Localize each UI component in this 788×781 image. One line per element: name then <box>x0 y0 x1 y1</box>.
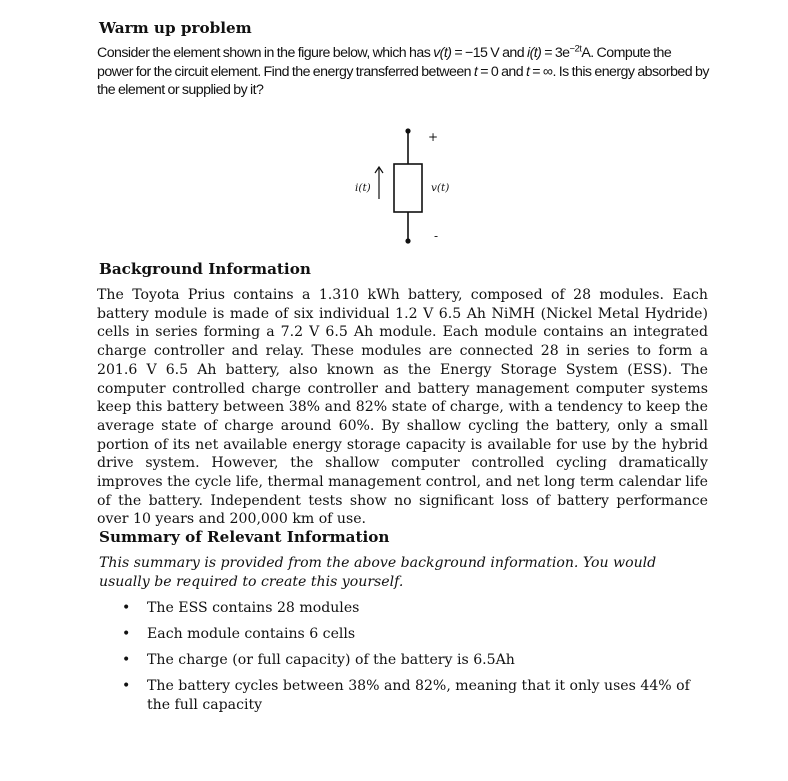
bullet-icon: • <box>122 678 131 694</box>
warmup-exponent: −2t <box>569 43 582 55</box>
warmup-var-t2: t <box>525 63 530 80</box>
background-paragraph: The Toyota Prius contains a 1.310 kWh battery, composed of 28 modules. Each battery module is made of six individual 1.2 V 6.5 Ah NiMH (Nickel Metal Hydride) cells in series forming a 7.2 V 6.5 Ah module. Each module contains an integrated charge controller and relay. These modules are connected 28 in series to form a 201.6 V 6.5 Ah battery, also known as the Energy Storage System (ESS). The computer controlled charge controller and battery management computer systems keep this battery between 38% and 82% state of charge, with a tendency to keep the average state of charge around 60%. By shallow cycling the battery, only a small portion of its net available energy storage capacity is available for use by the hybrid drive system. However, the shallow computer controlled cycling dramatically improves the cycle life, thermal management control, and net long term calendar life of the battery. Independent tests show no significant loss of battery performance over 10 years and 200,000 km of use. <box>97 287 708 528</box>
warmup-text-2: A. Compute the power for the circuit element. Find the energy transferred between <box>97 45 672 80</box>
warmup-text-3: = ∞. Is this energy absorbed by the element or supplied by it? <box>97 63 709 98</box>
minus-sign: - <box>433 229 439 243</box>
warmup-paragraph <box>97 44 709 100</box>
warmup-eq-i: = 3e <box>541 45 570 61</box>
voltage-label: v(t) <box>431 182 450 194</box>
warmup-var-v: v(t) <box>433 45 452 61</box>
bullet-icon: • <box>122 652 131 668</box>
list-item-text: Each module contains 6 cells <box>147 626 356 642</box>
list-item <box>99 599 709 618</box>
list-item <box>99 625 709 644</box>
warmup-heading: Warm up problem <box>99 19 252 37</box>
circuit-element-box <box>394 164 422 212</box>
list-item <box>99 677 709 714</box>
current-label: i(t) <box>355 182 371 194</box>
list-item <box>99 651 709 670</box>
warmup-text-1: Consider the element shown in the figure below, which has <box>97 45 434 61</box>
warmup-var-i: i(t) <box>526 45 542 61</box>
warmup-eq-t1: = 0 and <box>477 63 526 80</box>
background-heading: Background Information <box>99 260 311 278</box>
summary-intro: This summary is provided from the above background information. You would usually be required to create this yourself. <box>99 555 657 590</box>
list-item-text: The charge (or full capacity) of the battery is 6.5Ah <box>147 652 515 668</box>
list-item-text: The battery cycles between 38% and 82%, meaning that it only uses 44% of the full capacity <box>147 678 690 713</box>
warmup-var-t1: t <box>473 63 478 80</box>
bottom-terminal-dot <box>405 238 410 243</box>
circuit-element-figure <box>340 124 470 250</box>
plus-sign: + <box>427 130 439 144</box>
list-item-text: The ESS contains 28 modules <box>147 600 360 616</box>
summary-bullet-list <box>99 599 709 722</box>
summary-heading: Summary of Relevant Information <box>99 528 390 546</box>
bullet-icon: • <box>122 626 131 642</box>
bullet-icon: • <box>122 600 131 616</box>
warmup-eq-v: = −15 V and <box>451 45 527 61</box>
